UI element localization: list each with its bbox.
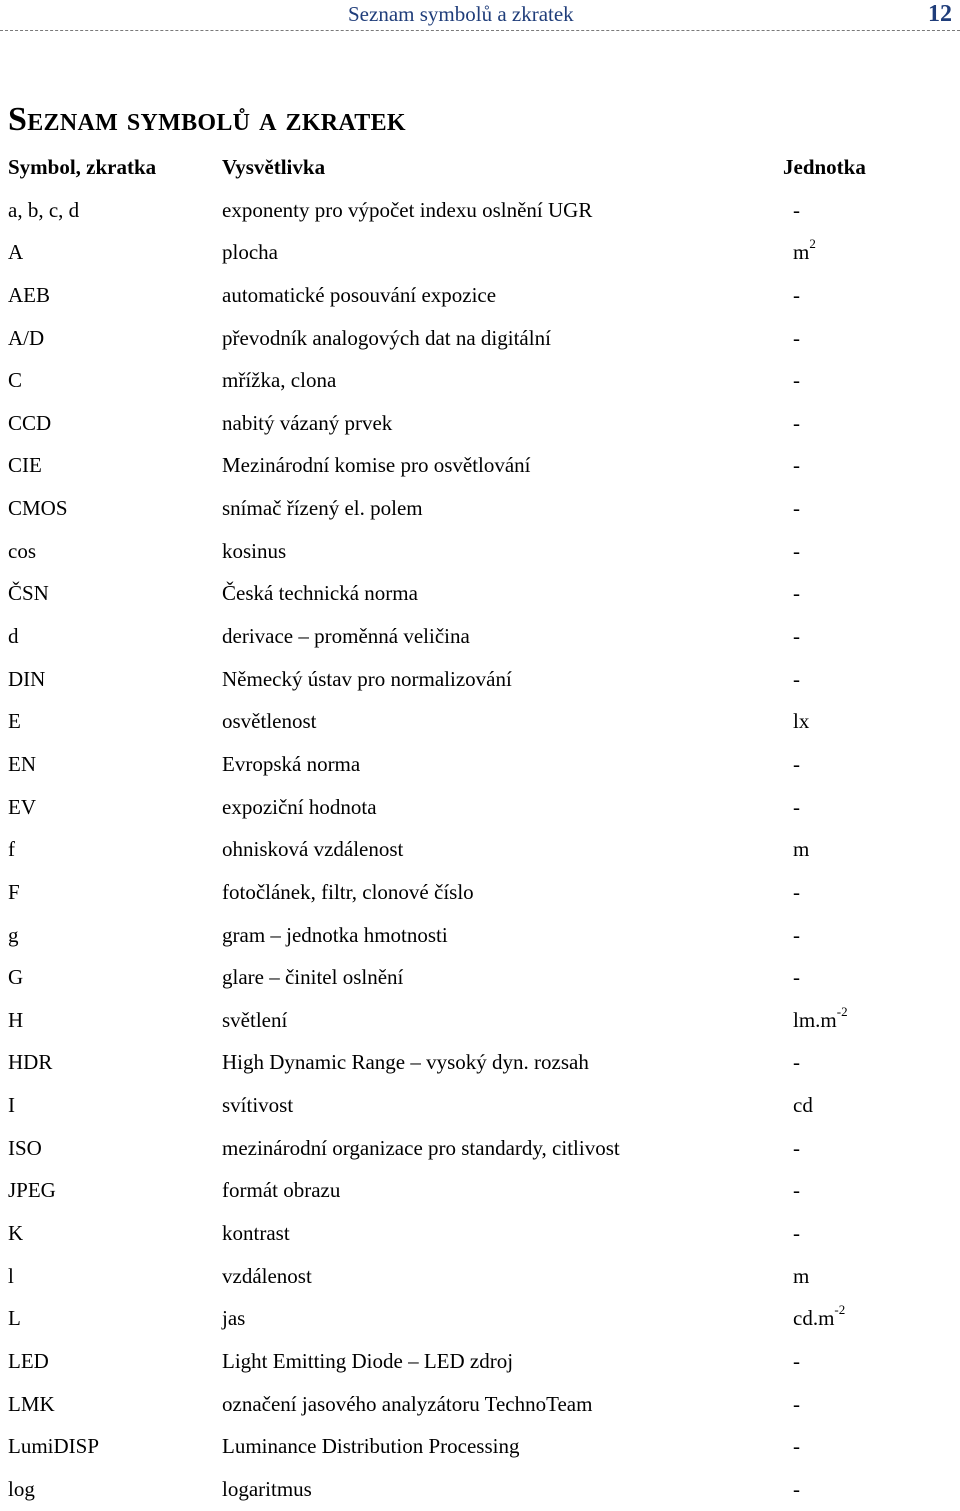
unit-exponent: -2 xyxy=(836,1003,848,1019)
explanation-cell: Česká technická norma xyxy=(222,581,418,606)
unit-exponent: 2 xyxy=(809,236,816,252)
symbol-cell: LMK xyxy=(8,1391,55,1416)
table-row xyxy=(0,359,960,402)
unit-value: m xyxy=(793,837,810,862)
table-row xyxy=(0,1041,960,1084)
unit-cell xyxy=(793,1340,800,1382)
symbol-cell: cos xyxy=(8,538,36,563)
unit-value: - xyxy=(793,1135,800,1160)
explanation-cell: Light Emitting Diode – LED zdroj xyxy=(222,1348,514,1373)
unit-cell xyxy=(793,317,800,359)
table-row xyxy=(0,1127,960,1170)
explanation-cell: vzdálenost xyxy=(222,1263,312,1288)
symbol-cell: CIE xyxy=(8,453,42,478)
symbol-cell: a, b, c, d xyxy=(8,197,80,222)
table-row xyxy=(0,1340,960,1383)
symbol-cell: G xyxy=(8,965,24,990)
table-row xyxy=(0,743,960,786)
symbol-cell: A xyxy=(8,240,24,265)
unit-cell xyxy=(793,828,809,870)
table-row xyxy=(0,1084,960,1127)
unit-value: - xyxy=(793,624,800,649)
explanation-cell: nabitý vázaný prvek xyxy=(222,410,393,435)
explanation-cell: svítivost xyxy=(222,1093,294,1118)
unit-cell xyxy=(793,1255,809,1297)
explanation-cell: derivace – proměnná veličina xyxy=(222,624,470,649)
table-row xyxy=(0,786,960,829)
explanation-cell: glare – činitel oslnění xyxy=(222,965,404,990)
unit-cell xyxy=(793,1127,800,1169)
symbol-cell: K xyxy=(8,1221,24,1246)
explanation-cell: fotočlánek, filtr, clonové číslo xyxy=(222,879,474,904)
symbol-cell: F xyxy=(8,879,20,904)
table-row xyxy=(0,1425,960,1468)
unit-value: - xyxy=(793,922,800,947)
symbol-cell: H xyxy=(8,1007,24,1032)
unit-value: - xyxy=(793,1391,800,1416)
explanation-cell: snímač řízený el. polem xyxy=(222,496,423,521)
symbol-cell: d xyxy=(8,624,19,649)
column-header-unit: Jednotka xyxy=(783,155,866,179)
unit-value: - xyxy=(793,1476,800,1501)
explanation-cell: expoziční hodnota xyxy=(222,794,377,819)
symbol-cell: A/D xyxy=(8,325,45,350)
symbol-cell: CMOS xyxy=(8,496,68,521)
table-row xyxy=(0,189,960,232)
unit-value: - xyxy=(793,453,800,478)
explanation-cell: jas xyxy=(222,1306,246,1331)
unit-value: - xyxy=(793,581,800,606)
table-row xyxy=(0,1255,960,1298)
unit-value: cd xyxy=(793,1093,813,1118)
unit-cell xyxy=(793,1169,800,1211)
table-row xyxy=(0,658,960,701)
explanation-cell: osvětlenost xyxy=(222,709,317,734)
unit-cell xyxy=(793,1383,800,1425)
symbol-cell: l xyxy=(8,1263,14,1288)
unit-cell xyxy=(793,700,809,742)
unit-value: cd.m xyxy=(793,1306,835,1331)
unit-cell xyxy=(793,615,800,657)
column-header-symbol: Symbol, zkratka xyxy=(8,155,157,179)
explanation-cell: převodník analogových dat na digitální xyxy=(222,325,551,350)
unit-value: m xyxy=(793,1263,810,1288)
explanation-cell: logaritmus xyxy=(222,1476,312,1501)
explanation-cell: Mezinárodní komise pro osvětlování xyxy=(222,453,531,478)
symbol-cell: C xyxy=(8,368,23,393)
unit-cell xyxy=(793,487,800,529)
unit-value: - xyxy=(793,1348,800,1373)
unit-cell xyxy=(793,914,800,956)
table-row xyxy=(0,487,960,530)
unit-value: - xyxy=(793,197,800,222)
unit-cell xyxy=(793,786,800,828)
explanation-cell: formát obrazu xyxy=(222,1178,341,1203)
unit-cell xyxy=(793,956,800,998)
running-title: Seznam symbolů a zkratek xyxy=(348,2,574,26)
symbol-cell: f xyxy=(8,837,15,862)
unit-cell xyxy=(793,274,800,316)
table-row xyxy=(0,231,960,274)
explanation-cell: High Dynamic Range – vysoký dyn. rozsah xyxy=(222,1050,589,1075)
unit-cell xyxy=(793,189,800,231)
unit-cell xyxy=(793,1084,813,1126)
explanation-cell: světlení xyxy=(222,1007,288,1032)
symbol-cell: ČSN xyxy=(8,581,49,606)
table-row xyxy=(0,274,960,317)
table-row xyxy=(0,572,960,615)
unit-cell xyxy=(793,658,800,700)
table-row xyxy=(0,317,960,360)
unit-value: - xyxy=(793,666,800,691)
unit-value: lm.m xyxy=(793,1007,837,1032)
explanation-cell: mřížka, clona xyxy=(222,368,337,393)
unit-cell xyxy=(793,1041,800,1083)
symbol-cell: I xyxy=(8,1093,15,1118)
table-row xyxy=(0,402,960,445)
unit-value: - xyxy=(793,496,800,521)
explanation-cell: plocha xyxy=(222,240,278,265)
table-row xyxy=(0,1383,960,1426)
explanation-cell: Evropská norma xyxy=(222,751,361,776)
unit-cell xyxy=(793,359,800,401)
symbol-cell: ISO xyxy=(8,1135,42,1160)
unit-cell xyxy=(793,402,800,444)
symbol-cell: log xyxy=(8,1476,35,1501)
unit-value: - xyxy=(793,368,800,393)
table-header-row xyxy=(0,146,960,189)
explanation-cell: automatické posouvání expozice xyxy=(222,282,497,307)
table-row xyxy=(0,444,960,487)
table-row xyxy=(0,956,960,999)
unit-cell xyxy=(793,572,800,614)
symbol-cell: EV xyxy=(8,794,36,819)
symbol-cell: g xyxy=(8,922,19,947)
table-row xyxy=(0,999,960,1042)
page-number: 12 xyxy=(928,1,952,27)
symbol-cell: E xyxy=(8,709,21,734)
symbol-cell: CCD xyxy=(8,410,52,435)
unit-value: - xyxy=(793,965,800,990)
table-row xyxy=(0,914,960,957)
unit-value: m xyxy=(793,240,810,265)
symbol-cell: JPEG xyxy=(8,1178,56,1203)
section-title: Seznam symbolů a zkratek xyxy=(8,101,406,138)
unit-value: - xyxy=(793,410,800,435)
unit-cell xyxy=(793,999,848,1041)
unit-exponent: -2 xyxy=(834,1302,846,1318)
unit-cell xyxy=(793,1425,800,1467)
unit-value: - xyxy=(793,879,800,904)
unit-value: - xyxy=(793,1050,800,1075)
explanation-cell: Německý ústav pro normalizování xyxy=(222,666,512,691)
unit-value: - xyxy=(793,751,800,776)
symbols-table xyxy=(0,146,960,1511)
table-body xyxy=(0,189,960,1511)
table-row xyxy=(0,828,960,871)
explanation-cell: exponenty pro výpočet indexu oslnění UGR xyxy=(222,197,593,222)
unit-cell xyxy=(793,231,816,273)
column-header-explanation: Vysvětlivka xyxy=(222,155,326,179)
unit-cell xyxy=(793,444,800,486)
unit-cell xyxy=(793,530,800,572)
unit-cell xyxy=(793,743,800,785)
explanation-cell: kontrast xyxy=(222,1221,290,1246)
running-header xyxy=(0,0,960,31)
explanation-cell: Luminance Distribution Processing xyxy=(222,1434,520,1459)
unit-value: - xyxy=(793,325,800,350)
table-row xyxy=(0,1468,960,1511)
table-row xyxy=(0,871,960,914)
table-row xyxy=(0,1169,960,1212)
unit-value: - xyxy=(793,794,800,819)
unit-cell xyxy=(793,1468,800,1510)
symbol-cell: HDR xyxy=(8,1050,53,1075)
symbol-cell: L xyxy=(8,1306,21,1331)
unit-value: - xyxy=(793,282,800,307)
explanation-cell: mezinárodní organizace pro standardy, citlivost xyxy=(222,1135,620,1160)
unit-value: - xyxy=(793,1178,800,1203)
unit-cell xyxy=(793,1297,845,1339)
unit-value: - xyxy=(793,1434,800,1459)
unit-value: - xyxy=(793,1221,800,1246)
explanation-cell: gram – jednotka hmotnosti xyxy=(222,922,448,947)
symbol-cell: AEB xyxy=(8,282,50,307)
table-row xyxy=(0,1297,960,1340)
unit-value: - xyxy=(793,538,800,563)
table-row xyxy=(0,700,960,743)
explanation-cell: kosinus xyxy=(222,538,287,563)
symbol-cell: LumiDISP xyxy=(8,1434,100,1459)
unit-value: lx xyxy=(793,709,810,734)
symbol-cell: EN xyxy=(8,751,36,776)
explanation-cell: označení jasového analyzátoru TechnoTeam xyxy=(222,1391,593,1416)
unit-cell xyxy=(793,1212,800,1254)
unit-cell xyxy=(793,871,800,913)
table-row xyxy=(0,1212,960,1255)
table-row xyxy=(0,530,960,573)
symbol-cell: LED xyxy=(8,1348,49,1373)
table-row xyxy=(0,615,960,658)
symbol-cell: DIN xyxy=(8,666,46,691)
explanation-cell: ohnisková vzdálenost xyxy=(222,837,404,862)
